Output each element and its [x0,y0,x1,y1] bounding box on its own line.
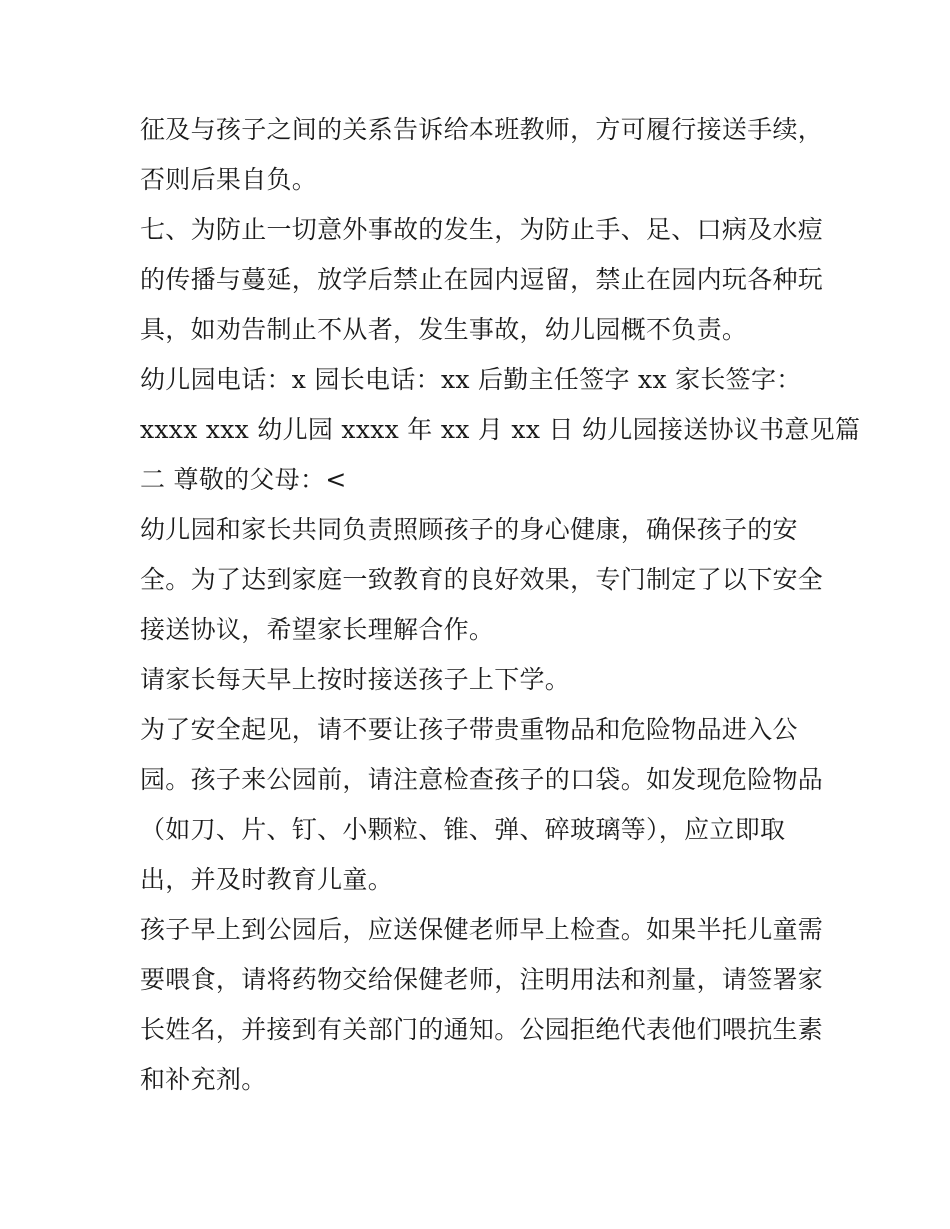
text-line: 幼儿园电话：x 园长电话：xx 后勤主任签字 xx 家长签字： [140,365,802,394]
text-line: 园。孩子来公园前，请注意检查孩子的口袋。如发现危险物品 [140,765,824,794]
text-line: 请家长每天早上按时接送孩子上下学。 [140,665,571,694]
text-line: 全。为了达到家庭一致教育的良好效果，专门制定了以下安全 [140,565,824,594]
text-line: 长姓名，并接到有关部门的通知。公园拒绝代表他们喂抗生素 [140,1015,824,1044]
text-line: 征及与孩子之间的关系告诉给本班教师，方可履行接送手续， [140,115,824,144]
text-line: 和补充剂。 [140,1065,267,1094]
text-line: 孩子早上到公园后，应送保健老师早上检查。如果半托儿童需 [140,915,824,944]
text-line: 出，并及时教育儿童。 [140,865,394,894]
text-line: 幼儿园和家长共同负责照顾孩子的身心健康，确保孩子的安 [140,515,798,544]
text-line: 接送协议，希望家长理解合作。 [140,615,495,644]
text-line: 具，如劝告制止不从者，发生事故，幼儿园概不负责。 [140,315,748,344]
text-line: 的传播与蔓延，放学后禁止在园内逗留，禁止在园内玩各种玩 [140,265,824,294]
text-line: xxxx xxx 幼儿园 xxxx 年 xx 月 xx 日 幼儿园接送协议书意见篇 [140,415,861,444]
text-line: 要喂食，请将药物交给保健老师，注明用法和剂量，请签署家 [140,965,824,994]
text-line: 否则后果自负。 [140,165,318,194]
text-line: 为了安全起见，请不要让孩子带贵重物品和危险物品进入公 [140,715,798,744]
text-line: 七、为防止一切意外事故的发生，为防止手、足、口病及水痘 [140,215,824,244]
text-line: 二 尊敬的父母：< [140,465,347,494]
text-line: （如刀、片、钉、小颗粒、锥、弹、碎玻璃等），应立即取 [140,815,786,844]
